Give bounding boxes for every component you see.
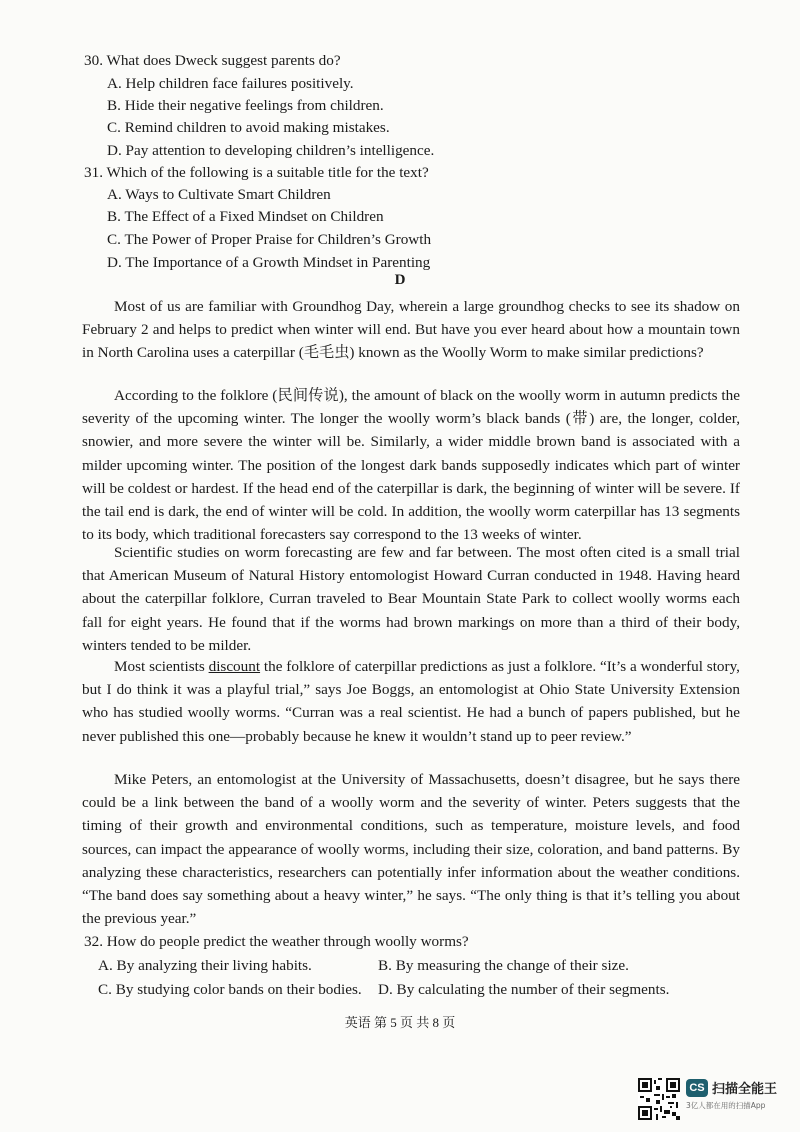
passage-paragraph-1: Most of us are familiar with Groundhog Day, wherein a large groundhog checks to see its shadow on February 2 and helps to predict when winter will end. But have you ever heard about how a mountain town in North Carolina uses a caterpillar (毛毛虫) known as the Woolly Worm to make similar predictions?	[82, 298, 740, 362]
question-32-option-b: B. By measuring the change of their size.	[378, 957, 629, 974]
question-30-option-a: A. Help children face failures positively.	[107, 75, 354, 92]
question-32-stem: 32. How do people predict the weather through woolly worms?	[84, 933, 469, 950]
scanner-app-name: 扫描全能王	[712, 1082, 778, 1097]
page-footer: 英语 第 5 页 共 8 页	[344, 1015, 456, 1030]
question-30-option-c: C. Remind children to avoid making mistakes.	[107, 119, 390, 136]
question-31-option-b: B. The Effect of a Fixed Mindset on Children	[107, 208, 384, 225]
scanner-tagline: 3亿人都在用的扫描App	[686, 1101, 766, 1110]
question-30-option-d: D. Pay attention to developing children’s intelligence.	[107, 142, 435, 159]
scanner-badge	[638, 1078, 777, 1120]
question-30-option-b: B. Hide their negative feelings from children.	[107, 97, 384, 114]
question-31-stem: 31. Which of the following is a suitable title for the text?	[84, 164, 429, 181]
paragraph-4-rest: the folklore of caterpillar predictions as just a folklore. “It’s a wonderful story, but I do think it was a playful trial,” says Joe Boggs, an entomologist at Ohio State University Extension who has studied woolly worms. “Curran was a real scientist. He had a bunch of papers published, but he never published this one—probably because he knew it wouldn’t stand up to peer review.”	[82, 658, 740, 745]
qr-code-icon	[638, 1078, 680, 1120]
question-30-stem: 30. What does Dweck suggest parents do?	[84, 52, 341, 69]
section-label: D	[394, 272, 406, 288]
scanner-badge-text	[686, 1078, 777, 1111]
question-31-option-a: A. Ways to Cultivate Smart Children	[107, 186, 331, 203]
question-31-option-c: C. The Power of Proper Praise for Children’s Growth	[107, 231, 432, 248]
passage-paragraph-5: Mike Peters, an entomologist at the University of Massachusetts, doesn’t disagree, but he says there could be a link between the band of a woolly worm and the severity of winter. Peters suggests that the timing of their growth and environmental conditions, such as temperature, moisture levels, and food sources, can impact the appearance of woolly worms, including their size, coloration, and band patterns. By analyzing these characteristics, researchers can potentially infer information about the weather conditions. “The band does say something about a heavy winter,” he says. “The only thing is that it’s telling you about the previous year.”	[82, 771, 740, 928]
passage-paragraph-3: Scientific studies on worm forecasting are few and far between. The most often cited is a small trial that American Museum of Natural History entomologist Howard Curran conducted in 1948. Having heard about the caterpillar folklore, Curran traveled to Bear Mountain State Park to collect woolly worms each fall for eight years. He found that if the worms had brown markings on more than a third of their body, winters tended to be milder.	[82, 544, 740, 654]
paragraph-4-lead: Most scientists	[114, 658, 209, 675]
question-31-option-d: D. The Importance of a Growth Mindset in Parenting	[107, 254, 431, 271]
underlined-word-discount: discount	[208, 658, 261, 675]
passage-paragraph-2: According to the folklore (民间传说), the amount of black on the woolly worm in autumn predicts the severity of the upcoming winter. The longer the woolly worm’s black bands (带) are, the longer, colder, snowier, and more severe the winter will be. Similarly, a wider middle brown band is associated with a milder upcoming winter. The position of the longest dark bands supposedly indicates which part of winter will be coldest or hardest. If the head end of the caterpillar is dark, the beginning of winter will be severe. If the tail end is dark, the end of winter will be cold. In addition, the woolly worm caterpillar has 13 segments to its body, which traditional forecasters say correspond to the 13 weeks of winter.	[82, 387, 740, 544]
passage-paragraph-4	[82, 655, 740, 748]
question-32-option-c: C. By studying color bands on their bodies.	[98, 981, 362, 998]
question-32-option-d: D. By calculating the number of their segments.	[378, 981, 670, 998]
cs-logo-icon: CS	[686, 1079, 708, 1097]
question-32-option-a: A. By analyzing their living habits.	[98, 957, 312, 974]
